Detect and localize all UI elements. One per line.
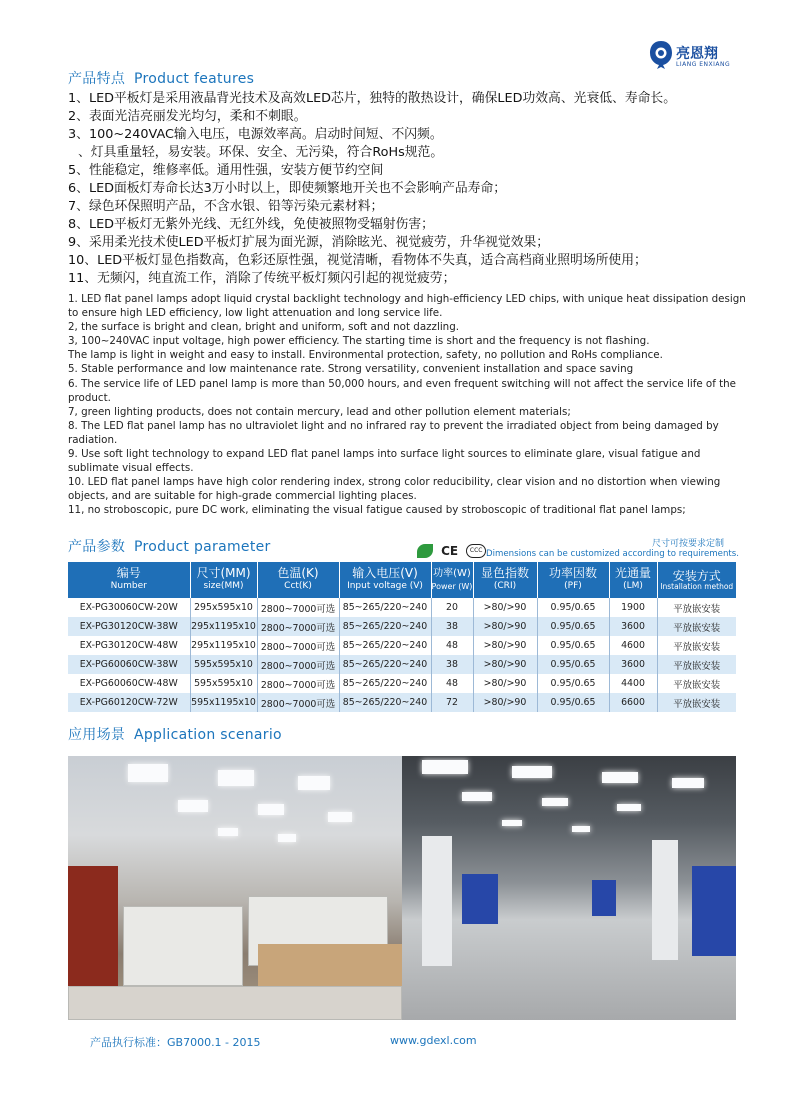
- table-cell: 295x595x10: [190, 598, 257, 617]
- footer-standard: 产品执行标准：GB7000.1 - 2015: [90, 1036, 261, 1049]
- table-cell: 4600: [609, 636, 657, 655]
- table-cell: 1900: [609, 598, 657, 617]
- header-label-en: Power (W): [431, 582, 473, 591]
- table-cell: 85~265/220~240: [339, 674, 431, 693]
- table-cell: 2800~7000可选: [257, 655, 339, 674]
- header-label-en: (LM): [623, 581, 643, 591]
- factory-scene-image: [402, 756, 736, 1020]
- table-cell: 2800~7000可选: [257, 674, 339, 693]
- feature-en-item: 7, green lighting products, does not contain mercury, lead and other pollution element materials;: [68, 405, 571, 418]
- feature-cn-item: 7、绿色环保照明产品，不含水银、铅等污染元素材料；: [68, 199, 384, 214]
- table-row: [68, 617, 736, 636]
- table-cell: EX-PG30060CW-20W: [68, 598, 190, 617]
- header-label-en: (PF): [564, 581, 582, 591]
- table-cell: 平放嵌安装: [673, 603, 721, 615]
- header-label-en: Number: [110, 581, 147, 591]
- brand-logo-mark-icon: [648, 40, 674, 70]
- table-cell: 0.95/0.65: [537, 636, 609, 655]
- table-cell: 85~265/220~240: [339, 655, 431, 674]
- table-cell: >80/>90: [473, 655, 537, 674]
- feature-en-item: 3, 100~240VAC input voltage, high power efficiency. The starting time is short and the frequency is not flashing.: [68, 335, 650, 348]
- header-label-cn: 显色指数: [480, 566, 529, 580]
- feature-en-item: 6. The service life of LED panel lamp is more than 50,000 hours, and even frequent switching will not affect the service life of the product.: [68, 377, 737, 404]
- header-voltage: [339, 562, 431, 598]
- header-label-cn: 色温(K): [277, 566, 319, 580]
- table-row: [68, 693, 736, 712]
- table-cell: 85~265/220~240: [339, 617, 431, 636]
- header-pf: [537, 562, 609, 598]
- table-cell: 平放嵌安装: [673, 679, 721, 691]
- table-cell: >80/>90: [473, 674, 537, 693]
- table-cell: 0.95/0.65: [537, 617, 609, 636]
- table-cell: 4400: [609, 674, 657, 693]
- header-label-cn: 安装方式: [672, 568, 721, 583]
- feature-cn-item: 3、100~240VAC输入电压，电源效率高。启动时间短、不闪频。: [68, 127, 443, 142]
- customize-note-cn: 尺寸可按要求定制: [652, 539, 725, 549]
- feature-en-item: 10. LED flat panel lamps have high color rendering index, strong color reducibility, clear vision and no distortion when viewing objects, and are suitable for high-grade commercial lighting places.: [68, 476, 721, 503]
- table-cell: 6600: [609, 693, 657, 712]
- table-cell: 0.95/0.65: [537, 693, 609, 712]
- features-list-cn: [68, 90, 758, 288]
- feature-cn-item: 、灯具重量轻，易安装。环保、安全、无污染，符合RoHs规范。: [78, 145, 444, 160]
- feature-cn-item: 8、LED平板灯无紫外光线、无红外线，免使被照物受辐射伤害；: [68, 217, 434, 232]
- feature-cn-item: 11、无频闪，纯直流工作，消除了传统平板灯频闪引起的视觉疲劳；: [68, 271, 456, 286]
- table-cell: 595x595x10: [190, 655, 257, 674]
- table-cell: 295x1195x10: [190, 617, 257, 636]
- feature-en-item: 1. LED flat panel lamps adopt liquid crystal backlight technology and high-efficiency LED chips, with unique heat dissipation design to ensure high LED efficiency, low light attenuation and long service life.: [68, 293, 746, 320]
- table-cell: 48: [431, 674, 473, 693]
- header-label-cn: 编号: [116, 566, 141, 580]
- features-list-en: [68, 292, 748, 518]
- table-cell: 平放嵌安装: [657, 655, 736, 674]
- application-title: [68, 724, 282, 744]
- certification-marks: [417, 540, 486, 556]
- feature-en-item: 5. Stable performance and low maintenance rate. Strong versatility, convenient installation and space saving: [68, 363, 634, 376]
- table-cell: 595x1195x10: [190, 693, 257, 712]
- feature-cn-item: 2、表面光洁亮丽发光均匀，柔和不刺眼。: [68, 109, 307, 124]
- header-power: [431, 562, 473, 598]
- feature-en-item: 2, the surface is bright and clean, bright and uniform, soft and not dazzling.: [68, 321, 460, 334]
- table-cell: 平放嵌安装: [657, 617, 736, 636]
- table-cell: 38: [431, 655, 473, 674]
- table-cell: 85~265/220~240: [339, 636, 431, 655]
- header-label-en: Cct(K): [284, 581, 312, 591]
- brand-name-cn: 亮恩翔: [676, 46, 718, 62]
- customize-note-en: Dimensions can be customized according to requirements.: [486, 549, 739, 559]
- table-cell: EX-PG60060CW-48W: [68, 674, 190, 693]
- header-label-cn: 尺寸(MM): [196, 566, 251, 580]
- table-cell: 48: [431, 636, 473, 655]
- table-cell: >80/>90: [473, 693, 537, 712]
- table-cell: 3600: [609, 617, 657, 636]
- header-label-en: Input voltage (V): [347, 581, 423, 591]
- table-cell: 85~265/220~240: [339, 693, 431, 712]
- office-scene-image: [68, 756, 402, 1020]
- table-cell: 0.95/0.65: [537, 655, 609, 674]
- table-cell: 2800~7000可选: [257, 693, 339, 712]
- header-number: [68, 562, 190, 598]
- table-row: [68, 674, 736, 693]
- table-cell: 3600: [609, 655, 657, 674]
- table-cell: 85~265/220~240: [339, 598, 431, 617]
- feature-en-item: 9. Use soft light technology to expand LED flat panel lamps into surface light sources to eliminate glare, visual fatigue and sublimate visual effects.: [68, 448, 701, 475]
- feature-cn-item: 6、LED面板灯寿命长达3万小时以上，即使频繁地开关也不会影响产品寿命；: [68, 181, 507, 196]
- parameters-title-cn: 产品参数: [68, 539, 126, 555]
- table-cell: 2800~7000可选: [257, 636, 339, 655]
- feature-cn-item: 1、LED平板灯是采用液晶背光技术及高效LED芯片，独特的散热设计，确保LED功效高、光衰低、寿命长。: [68, 91, 677, 106]
- application-title-en: Application scenario: [133, 727, 282, 743]
- table-row: [68, 636, 736, 655]
- parameter-table: [68, 562, 736, 712]
- header-label-cn: 功率因数: [548, 566, 597, 580]
- feature-en-item: 8. The LED flat panel lamp has no ultraviolet light and no infrared ray to prevent the irradiated object from being damaged by radiation.: [68, 419, 719, 446]
- table-cell: 38: [431, 617, 473, 636]
- table-cell: >80/>90: [473, 598, 537, 617]
- table-cell: >80/>90: [473, 636, 537, 655]
- feature-en-item: The lamp is light in weight and easy to install. Environmental protection, safety, no pollution and RoHs compliance.: [68, 349, 663, 362]
- header-lumen: [609, 562, 657, 598]
- header-cct: [257, 562, 339, 598]
- header-size: [190, 562, 257, 598]
- brand-logo: [648, 40, 758, 74]
- ccc-mark: CCC: [466, 544, 486, 558]
- header-label-cn: 输入电压(V): [352, 566, 418, 580]
- header-installation: [657, 562, 736, 598]
- table-row: [68, 655, 736, 674]
- parameters-title: [68, 536, 271, 556]
- ce-mark: CE: [441, 543, 459, 558]
- features-title-cn: 产品特点: [68, 71, 126, 87]
- table-cell: 平放嵌安装: [657, 693, 736, 712]
- features-title: [68, 68, 254, 88]
- header-label-en: size(MM): [203, 581, 244, 591]
- parameters-title-en: Product parameter: [133, 539, 271, 555]
- footer-website-link[interactable]: www.gdexl.com: [390, 1034, 477, 1047]
- header-label-cn: 光通量: [614, 566, 651, 580]
- features-title-en: Product features: [133, 71, 255, 87]
- green-leaf-icon: [417, 544, 433, 558]
- table-cell: 20: [431, 598, 473, 617]
- table-cell: 平放嵌安装: [673, 641, 721, 653]
- header-label-en: (CRI): [493, 581, 517, 591]
- table-cell: 295x1195x10: [190, 636, 257, 655]
- header-cri: [473, 562, 537, 598]
- table-cell: 0.95/0.65: [537, 674, 609, 693]
- table-cell: 2800~7000可选: [257, 598, 339, 617]
- feature-en-item: 11, no stroboscopic, pure DC work, eliminating the visual fatigue caused by stroboscopic of traditional flat panel lamps;: [68, 504, 686, 517]
- table-row: [68, 598, 736, 617]
- table-cell: 595x595x10: [190, 674, 257, 693]
- application-title-cn: 应用场景: [68, 727, 126, 743]
- header-label-cn: 功率(W): [433, 568, 471, 579]
- brand-name-en: LIANG ENXIANG: [676, 61, 731, 68]
- table-cell: 2800~7000可选: [257, 617, 339, 636]
- table-cell: EX-PG30120CW-48W: [68, 636, 190, 655]
- table-cell: 0.95/0.65: [537, 598, 609, 617]
- table-cell: >80/>90: [473, 617, 537, 636]
- table-cell: EX-PG60120CW-72W: [68, 693, 190, 712]
- feature-cn-item: 10、LED平板灯显色指数高，色彩还原性强，视觉清晰，看物体不失真，适合高档商业照明场所使用；: [68, 253, 647, 268]
- table-header-row: [68, 562, 736, 598]
- application-photos: [68, 756, 736, 1020]
- table-cell: 72: [431, 693, 473, 712]
- header-label-en: Installation method: [660, 581, 734, 591]
- feature-cn-item: 5、性能稳定，维修率低。通用性强，安装方便节约空间: [68, 163, 384, 178]
- table-cell: EX-PG60060CW-38W: [68, 655, 190, 674]
- feature-cn-item: 9、采用柔光技术使LED平板灯扩展为面光源，消除眩光、视觉疲劳，升华视觉效果；: [68, 235, 550, 250]
- table-cell: EX-PG30120CW-38W: [68, 617, 190, 636]
